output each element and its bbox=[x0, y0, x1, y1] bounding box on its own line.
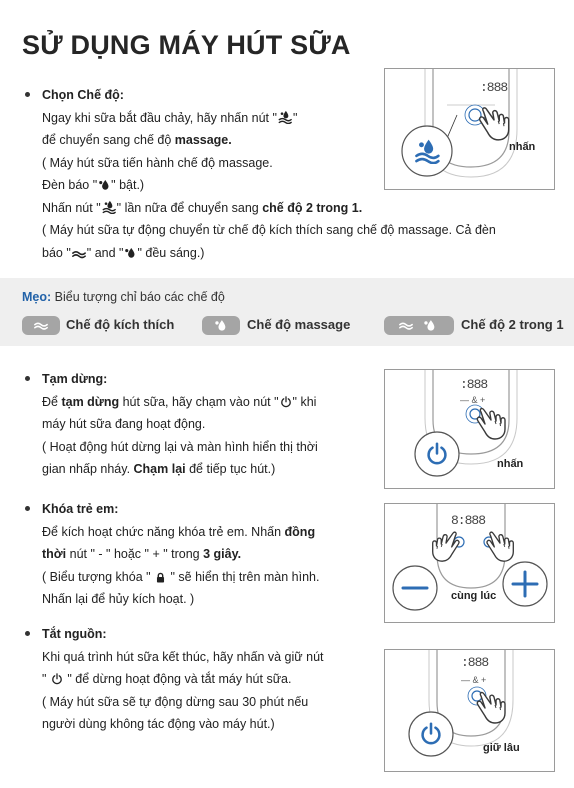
mode-image-caption: nhấn bbox=[509, 141, 536, 153]
two-in-one-mode-pill bbox=[384, 316, 454, 335]
power-section-text bbox=[42, 623, 324, 736]
pause-text-line1b: tạm dừng bbox=[61, 394, 120, 409]
power-heading: Tắt nguồn: bbox=[42, 627, 107, 641]
stimulation-mode-pill bbox=[22, 316, 60, 335]
pump-drawing bbox=[385, 504, 554, 622]
mode-text-line1a: Ngay khi sữa bắt đầu chảy, hãy nhấn nút " bbox=[42, 110, 277, 125]
pause-text-line4b: Chạm lại bbox=[133, 462, 186, 476]
mode-illustration bbox=[384, 68, 555, 190]
bullet-power bbox=[25, 631, 30, 636]
mode-text-line6: ( Máy hút sữa tự động chuyển từ chế độ kích thích sang chế độ massage. Cả đèn bbox=[42, 223, 496, 237]
massage-mode-pill bbox=[202, 316, 240, 335]
mode-text-line3: ( Máy hút sữa tiến hành chế độ massage. bbox=[42, 155, 273, 170]
pause-text-line4c: để tiếp tục hút.) bbox=[185, 462, 276, 476]
mode-text-line5a: Nhấn nút " bbox=[42, 200, 101, 215]
pump-drawing bbox=[385, 650, 554, 771]
power-text-line1: Khi quá trình hút sữa kết thúc, hãy nhấn và giữ nút bbox=[42, 649, 324, 664]
lock-icon bbox=[155, 572, 166, 583]
lock-text-line4: Nhấn lại để hủy kích hoạt. ) bbox=[42, 592, 195, 606]
svg-text:— & +: — & + bbox=[460, 395, 486, 405]
mode-text-line7b: " and " bbox=[86, 245, 124, 260]
bullet-pause bbox=[25, 376, 30, 381]
lock-section-text bbox=[42, 498, 319, 611]
lock-text-line1b: đồng bbox=[284, 524, 316, 539]
wave-icon bbox=[22, 316, 60, 335]
power-icon bbox=[280, 396, 292, 408]
svg-text::888: :888 bbox=[460, 377, 488, 392]
power-text-line2a: " bbox=[42, 672, 50, 686]
pause-text-line2: máy hút sữa đang hoạt động. bbox=[42, 417, 206, 431]
tip-header bbox=[22, 290, 225, 304]
mode-heading: Chọn Chế độ: bbox=[42, 88, 124, 102]
mode-text-line2b: massage. bbox=[174, 133, 232, 147]
pause-text-line1d: " khi bbox=[292, 394, 317, 409]
power-image-caption: giữ lâu bbox=[483, 742, 520, 754]
pause-section-text bbox=[42, 368, 318, 481]
mode-text-line4a: Đèn báo " bbox=[42, 178, 98, 192]
mode-label-two-in-one: Chế độ 2 trong 1 bbox=[461, 317, 564, 332]
pause-text-line3: ( Hoạt động hút dừng lại và màn hình hiển thị thời bbox=[42, 439, 318, 454]
svg-text:— & +: — & + bbox=[461, 675, 487, 685]
wave-icon bbox=[72, 249, 86, 259]
power-icon bbox=[51, 673, 63, 685]
mode-text-line5c: chế độ 2 trong 1. bbox=[262, 200, 363, 215]
pause-illustration bbox=[384, 369, 555, 489]
lock-text-line2a: thời bbox=[42, 547, 67, 561]
lock-heading: Khóa trẻ em: bbox=[42, 502, 119, 516]
page-title: SỬ DỤNG MÁY HÚT SỮA bbox=[22, 30, 351, 60]
tip-text: Biểu tượng chỉ báo các chế độ bbox=[51, 290, 225, 304]
pump-drawing bbox=[385, 370, 554, 488]
svg-text::888: :888 bbox=[461, 655, 489, 670]
bullet-mode bbox=[25, 92, 30, 97]
drop-icon bbox=[124, 247, 136, 259]
lock-text-line2c: 3 giây. bbox=[203, 547, 242, 561]
lock-illustration bbox=[384, 503, 555, 623]
lock-text-line1a: Để kích hoạt chức năng khóa trẻ em. Nhấn bbox=[42, 524, 285, 539]
power-text-line3: ( Máy hút sữa sẽ tự động dừng sau 30 phút nếu bbox=[42, 694, 309, 709]
pause-text-line1a: Để bbox=[42, 394, 62, 409]
lock-text-line3a: ( Biểu tượng khóa " bbox=[42, 569, 155, 584]
lock-text-line3b: " sẽ hiển thị trên màn hình. bbox=[167, 569, 320, 584]
pump-drawing bbox=[385, 69, 554, 189]
lock-image-caption: cùng lúc bbox=[451, 590, 497, 602]
pause-text-line1c: hút sữa, hãy chạm vào nút " bbox=[119, 394, 279, 409]
tip-band bbox=[0, 278, 574, 346]
mode-text-line2a: để chuyển sang chế độ bbox=[42, 133, 175, 147]
tip-label: Mẹo: bbox=[22, 290, 52, 304]
pause-heading: Tạm dừng: bbox=[42, 372, 108, 386]
pause-text-line4a: gian nhấp nháy. bbox=[42, 462, 134, 476]
mode-label-massage: Chế độ massage bbox=[247, 317, 351, 332]
svg-text:8:888: 8:888 bbox=[451, 513, 486, 528]
massage-mode-icon bbox=[278, 110, 292, 124]
bullet-lock bbox=[25, 506, 30, 511]
power-illustration bbox=[384, 649, 555, 772]
lock-text-line2b: nút " - " hoặc " + " trong bbox=[66, 547, 204, 561]
power-text-line4: người dùng không tác động vào máy hút.) bbox=[42, 717, 275, 731]
svg-text::888: :888 bbox=[480, 80, 508, 95]
mode-label-stimulation: Chế độ kích thích bbox=[66, 317, 175, 332]
mode-text-line4b: " bật.) bbox=[111, 178, 145, 192]
massage-mode-icon bbox=[102, 200, 116, 214]
mode-text-line1b: " bbox=[292, 110, 298, 125]
drop-icon bbox=[98, 179, 110, 191]
drop-icon bbox=[202, 316, 240, 335]
pause-image-caption: nhấn bbox=[497, 458, 524, 470]
wave-drop-icon bbox=[384, 316, 454, 335]
mode-text-line7a: báo " bbox=[42, 245, 71, 260]
power-text-line2b: " để dừng hoạt động và tắt máy hút sữa. bbox=[63, 672, 292, 686]
mode-text-line5b: " lần nữa để chuyển sang bbox=[116, 200, 263, 215]
mode-text-line7c: " đều sáng.) bbox=[137, 245, 205, 260]
